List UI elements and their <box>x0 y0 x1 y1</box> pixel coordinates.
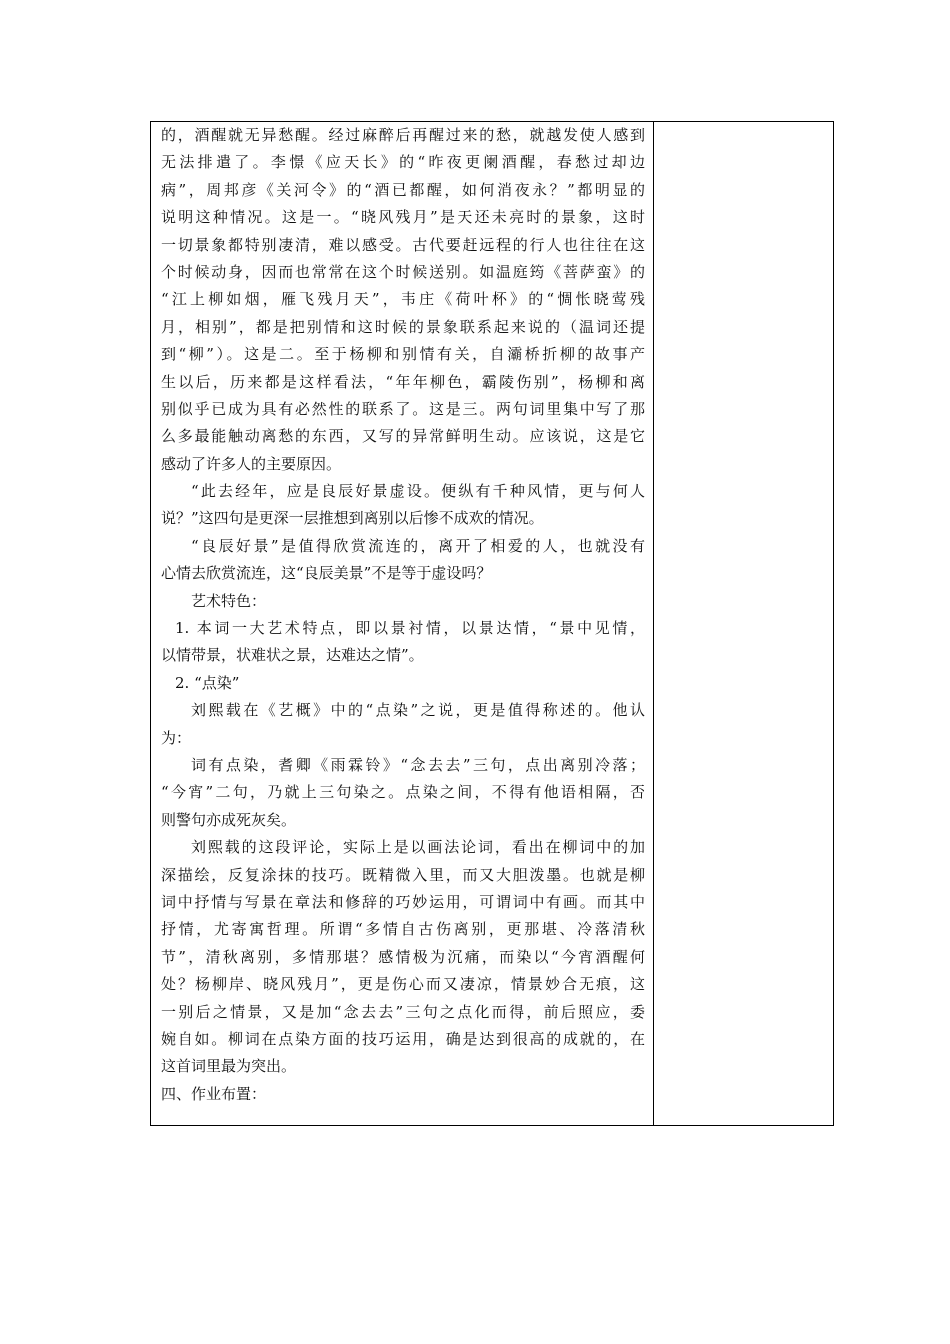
text-line: 月，相别”，都是把别情和这时候的景象联系起来说的（温词还提 <box>161 317 645 336</box>
text-line: 病”，周邦彦《关河令》的“酒已都醒，如何消夜永？”都明显的 <box>161 180 645 199</box>
text-line: “良辰好景”是值得欣赏流连的，离开了相爱的人，也就没有 <box>191 536 645 555</box>
text-line: 心情去欣赏流连，这“良辰美景”不是等于虚设吗？ <box>161 564 492 583</box>
text-line: 婉自如。柳词在点染方面的技巧运用，确是达到很高的成就的，在 <box>161 1029 645 1048</box>
section-heading: 艺术特色： <box>191 591 267 610</box>
text-line: “今宵”二句，乃就上三句染之。点染之间，不得有他语相隔，否 <box>161 783 645 802</box>
text-line: 一别后之情景，又是加“念去去”三句之点化而得，前后照应，委 <box>161 1002 645 1021</box>
text-line: 到“柳”）。这是二。至于杨柳和别情有关，自灞桥折柳的故事产 <box>161 345 645 364</box>
text-line: 词中抒情与写景在章法和修辞的巧妙运用，可谓词中有画。而其中 <box>161 892 645 911</box>
text-line: 以情带景，状难状之景，达难达之情”。 <box>161 646 424 665</box>
text-line: 说？”这四句是更深一层推想到离别以后惨不成欢的情况。 <box>161 509 544 528</box>
text-line: 说明这种情况。这是一。“晓风残月”是天还未亮时的景象，这时 <box>161 208 645 227</box>
text-line: 么多最能触动离愁的东西，又写的异常鲜明生动。应该说，这是它 <box>161 427 645 446</box>
text-line: 一切景象都特别凄清，难以感受。古代要赶远程的行人也往往在这 <box>161 235 645 254</box>
text-line: 别似乎已成为具有必然性的联系了。这是三。两句词里集中写了那 <box>161 399 645 418</box>
text-line: 无法排遣了。李憬《应天长》的“昨夜更阑酒醒，春愁过却边 <box>161 153 645 172</box>
text-line: 抒情，尤寄寓哲理。所谓“多情自古伤离别，更那堪、冷落清秋 <box>161 920 645 939</box>
text-line: “此去经年，应是良辰好景虚设。便纵有千种风情，更与何人 <box>191 482 645 501</box>
text-line: 刘熙载的这段评论，实际上是以画法论词，看出在柳词中的加 <box>191 838 645 857</box>
text-line: 节”，清秋离别，多情那堪？感情极为沉痛，而染以“今宵酒醒何 <box>161 947 645 966</box>
text-line: 感动了许多人的主要原因。 <box>161 454 342 473</box>
notes-column <box>654 122 833 1125</box>
content-column <box>151 122 654 1125</box>
lesson-table <box>150 121 834 1126</box>
text-line: 生以后，历来都是这样看法，“年年柳色，霸陵伤别”，杨柳和离 <box>161 372 645 391</box>
text-line: 词有点染，耆卿《雨霖铃》“念去去”三句，点出离别冷落； <box>191 755 645 774</box>
text-line: 为： <box>161 728 192 747</box>
text-line: “江上柳如烟，雁飞残月天”，韦庄《荷叶杯》的“惆怅晓莺残 <box>161 290 645 309</box>
list-item: 1. 本词一大艺术特点，即以景衬情，以景达情，“景中见情， <box>175 619 645 638</box>
text-line: 则警句亦成死灰矣。 <box>161 810 297 829</box>
text-line: 个时候动身，因而也常常在这个时候送别。如温庭筠《菩萨蛮》的 <box>161 262 645 281</box>
text-line: 处？杨柳岸、晓风残月”，更是伤心而又凄凉，情景妙合无痕，这 <box>161 975 645 994</box>
list-item: 2. “点染” <box>175 673 240 692</box>
text-line: 刘熙载在《艺概》中的“点染”之说，更是值得称述的。他认 <box>191 701 645 720</box>
text-line: 深描绘，反复涂抹的技巧。既精微入里，而又大胆泼墨。也就是柳 <box>161 865 645 884</box>
section-heading: 四、作业布置： <box>161 1084 267 1103</box>
text-line: 这首词里最为突出。 <box>161 1057 297 1076</box>
text-line: 的，酒醒就无异愁醒。经过麻醉后再醒过来的愁，就越发使人感到 <box>161 126 645 144</box>
